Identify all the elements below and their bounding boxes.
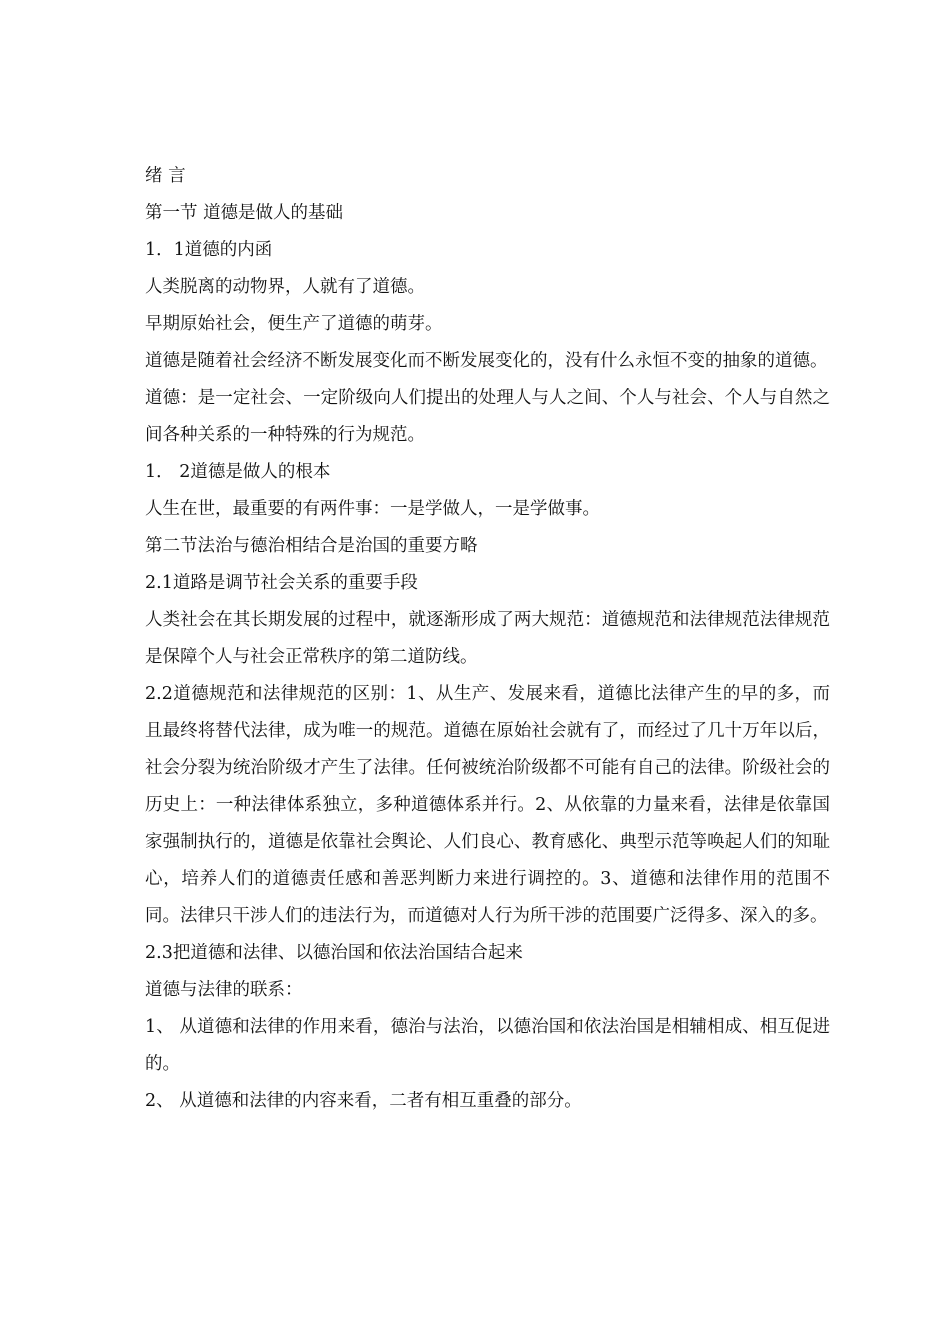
- subsection-heading-1-1: 1．1道德的内函: [145, 240, 273, 260]
- section-title-preface: 绪 言: [145, 166, 186, 186]
- subsection-heading-1-2: 1． 2道德是做人的根本: [145, 462, 331, 482]
- document-body: [145, 158, 830, 1120]
- paragraph: 道德与法律的联系：: [145, 980, 303, 1000]
- section-heading-1: 第一节 道德是做人的基础: [145, 203, 344, 223]
- paragraph: 早期原始社会，便生产了道德的萌芽。: [145, 314, 443, 334]
- subsection-heading-2-1: 2.1道路是调节社会关系的重要手段: [145, 573, 418, 593]
- paragraph: 道德是随着社会经济不断发展变化而不断发展变化的，没有什么永恒不变的抽象的道德。: [145, 351, 828, 371]
- paragraph: 人生在世，最重要的有两件事：一是学做人，一是学做事。: [145, 499, 600, 519]
- section-heading-2: 第二节法治与德治相结合是治国的重要方略: [145, 536, 478, 556]
- paragraph: 人类脱离的动物界，人就有了道德。: [145, 277, 425, 297]
- paragraph: 2.2道德规范和法律规范的区别：1、从生产、发展来看，道德比法律产生的早的多，而且最终将替代法律，成为唯一的规范。道德在原始社会就有了，而经过了几十万年以后，社会分裂为统治阶级才产生了法律。任何被统治阶级都不可能有自己的法律。阶级社会的历史上：一种法律体系独立，多种道德体系并行。2、从依靠的力量来看，法律是依靠国家强制执行的，道德是依靠社会舆论、人们良心、教育感化、典型示范等唤起人们的知耻心，培养人们的道德责任感和善恶判断力来进行调控的。3、道德和法律作用的范围不同。法律只干涉人们的违法行为，而道德对人行为所干涉的范围要广泛得多、深入的多。: [145, 684, 830, 926]
- paragraph: 人类社会在其长期发展的过程中，就逐渐形成了两大规范：道德规范和法律规范法律规范是保障个人与社会正常秩序的第二道防线。: [145, 610, 830, 667]
- paragraph: 道德：是一定社会、一定阶级向人们提出的处理人与人之间、个人与社会、个人与自然之间各种关系的一种特殊的行为规范。: [145, 388, 830, 445]
- list-item: 2、 从道德和法律的内容来看，二者有相互重叠的部分。: [145, 1091, 582, 1111]
- subsection-heading-2-3: 2.3把道德和法律、以德治国和依法治国结合起来: [145, 943, 523, 963]
- list-item: 1、 从道德和法律的作用来看，德治与法治，以德治国和依法治国是相辅相成、相互促进的。: [145, 1017, 830, 1074]
